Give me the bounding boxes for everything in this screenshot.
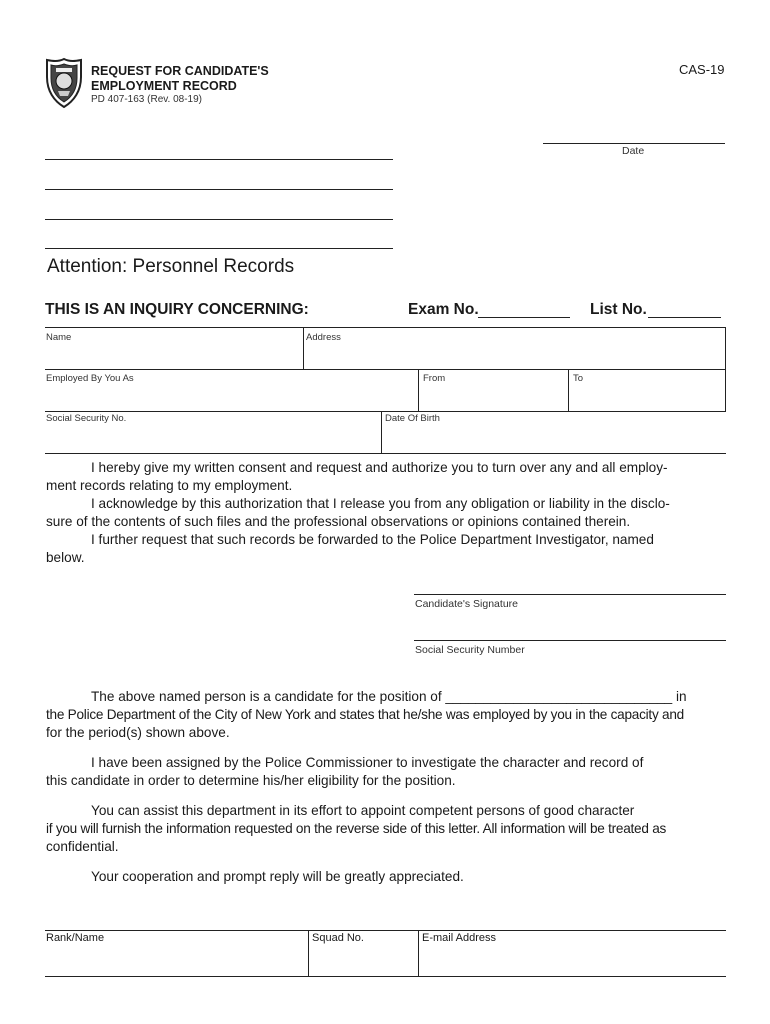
letter-p4: Your cooperation and prompt reply will be greatly appreciated. [91, 869, 464, 884]
squad-no-label: Squad No. [312, 932, 364, 944]
squad-email-divider [418, 930, 419, 976]
consent-p1-line2: ment records relating to my employment. [46, 478, 293, 493]
grid-row2-line [45, 369, 726, 370]
address-label: Address [306, 332, 341, 343]
letter-p2-line1: I have been assigned by the Police Commissioner to investigate the character and record of [91, 755, 644, 770]
candidate-signature-label: Candidate's Signature [415, 598, 518, 610]
from-to-divider [568, 369, 569, 411]
employed-as-label: Employed By You As [46, 373, 134, 384]
list-no-label: List No. [590, 301, 647, 318]
ssn-dob-divider [381, 411, 382, 453]
consent-p2-line2: sure of the contents of such files and the professional observations or opinions contained therein. [46, 514, 631, 529]
police-shield-icon [44, 57, 84, 109]
letter-p1-line1: The above named person is a candidate for the position of ______________________________ in [91, 689, 687, 704]
consent-p3-line2: below. [46, 550, 85, 565]
form-title [91, 64, 269, 94]
candidate-signature-line[interactable] [414, 594, 726, 595]
employed-from-divider [418, 369, 419, 411]
list-no-line[interactable] [648, 317, 721, 318]
form-code: CAS-19 [679, 62, 725, 77]
letter-text [46, 688, 746, 886]
letter-p1-line2: the Police Department of the City of New York and states that he/she was employed by you in the capacity and [46, 707, 684, 722]
letter-p3-line3: confidential. [46, 839, 119, 854]
form-title-line1: REQUEST FOR CANDIDATE'S [91, 64, 269, 78]
dob-label: Date Of Birth [385, 413, 440, 424]
nypd-shield-logo [44, 57, 84, 109]
letter-p2-line2: this candidate in order to determine his/her eligibility for the position. [46, 773, 456, 788]
consent-p1-line1: I hereby give my written consent and request and authorize you to turn over any and all employ- [91, 460, 668, 475]
recipient-line-1[interactable] [45, 159, 393, 160]
rank-name-label: Rank/Name [46, 932, 105, 944]
recipient-line-2[interactable] [45, 189, 393, 190]
attention-heading: Attention: Personnel Records [47, 256, 295, 277]
name-label: Name [46, 332, 72, 343]
from-label: From [423, 373, 446, 384]
rank-squad-divider [308, 930, 309, 976]
ssn-label: Social Security No. [46, 413, 127, 424]
consent-text [46, 459, 736, 567]
signature-ssn-label: Social Security Number [415, 644, 525, 656]
footer-bottom-line [45, 976, 726, 977]
signature-ssn-line[interactable] [414, 640, 726, 641]
recipient-line-4[interactable] [45, 248, 393, 249]
grid-top-line [45, 327, 726, 328]
email-label: E-mail Address [422, 932, 496, 944]
exam-no-line[interactable] [478, 317, 570, 318]
recipient-line-3[interactable] [45, 219, 393, 220]
footer-top-line [45, 930, 726, 931]
grid-bottom-line [45, 453, 726, 454]
form-revision: PD 407-163 (Rev. 08-19) [91, 94, 202, 105]
name-address-divider [303, 327, 304, 369]
exam-no-label: Exam No. [408, 301, 479, 318]
consent-p3-line1: I further request that such records be forwarded to the Police Department Investigator, named [91, 532, 654, 547]
letter-p3-line1: You can assist this department in its effort to appoint competent persons of good character [91, 803, 635, 818]
date-line[interactable] [543, 143, 725, 144]
date-label: Date [622, 145, 645, 157]
to-label: To [573, 373, 584, 384]
letter-p1-line3: for the period(s) shown above. [46, 725, 230, 740]
inquiry-heading: THIS IS AN INQUIRY CONCERNING: [45, 301, 309, 318]
grid-row3-line [45, 411, 726, 412]
form-title-line2: EMPLOYMENT RECORD [91, 79, 237, 93]
consent-p2-line1: I acknowledge by this authorization that I release you from any obligation or liability in the disclo- [91, 496, 670, 511]
letter-p3-line2: if you will furnish the information requested on the reverse side of this letter. All information will be treated as [46, 821, 667, 836]
